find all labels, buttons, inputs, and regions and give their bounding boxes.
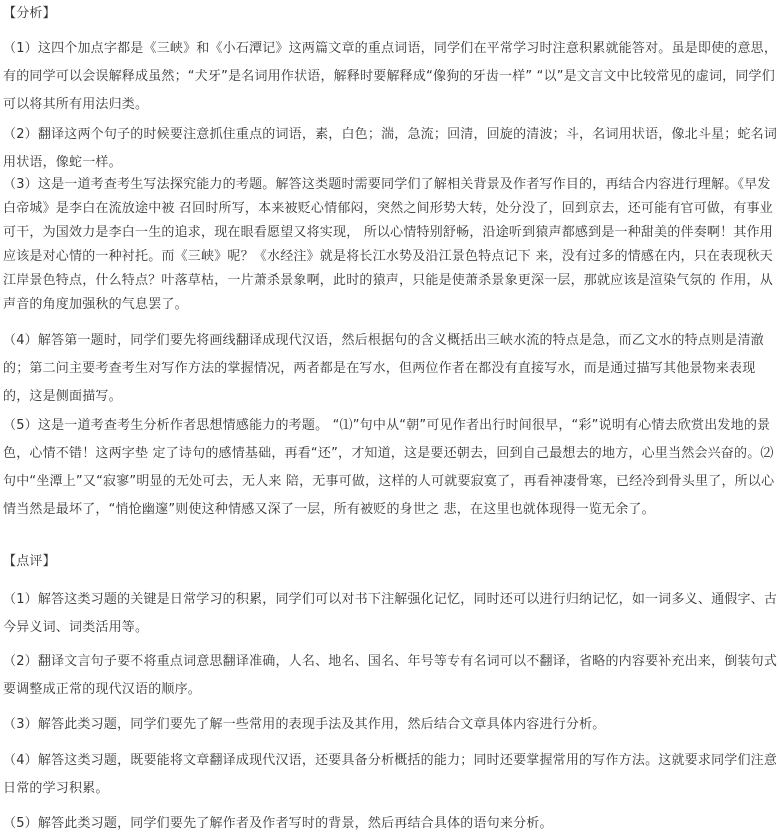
analysis-paragraph-1: （1）这四个加点字都是《三峡》和《小石潭记》这两篇文章的重点词语，同学们在平常学习时注意积累就能答对。虽是即使的意思，有的同学可以会误解释成虽然；“犬牙”是名词用作状语，解释时要解释成“像狗的牙齿一样” “以”是文言文中比较常见的虚词，同学们可以将其所有用法归类。: [3, 41, 778, 112]
comment-paragraph-3: （3）解答此类习题，同学们要先了解一些常用的表现手法及其作用，然后结合文章具体内容进行分析。: [3, 717, 606, 732]
analysis-heading: 【分析】: [3, 6, 56, 21]
comment-paragraph-4: （4）解答这类习题，既要能将文章翻译成现代汉语，还要具备分析概括的能力；同时还要掌握常用的写作方法。这就要求同学们注意日常的学习积累。: [3, 753, 778, 796]
comment-paragraph-1: （1）解答这类习题的关键是日常学习的积累，同学们可以对书下注解强化记忆，同时还可以进行归纳记忆，如一词多义、通假字、古今异义词、词类活用等。: [3, 592, 778, 635]
comment-heading: 【点评】: [3, 554, 56, 569]
analysis-paragraph-4: （4）解答第一题时，同学们要先将画线翻译成现代汉语，然后根据句的含义概括出三峡水流的特点是急，而乙文水的特点则是清澈的；第二问主要考查考生对写作方法的掌握情况，两者都是在写水，但两位作者在都没有直接写水，而是通过描写其他景物来表现的，这是侧面描写。: [3, 333, 764, 404]
analysis-paragraph-5: （5）这是一道考查考生分析作者思想情感能力的考题。 “⑴”句中从“朝”可见作者出行时间很早，“彩”说明有心情去欣赏出发地的景色，心情不错！这两字垫 定了诗句的感情基础，再看“还”，才知道，这是要还朝去，回到自己最想去的地方，心里当然会兴奋的。⑵句中“坐潭上”又“寂寥”明显的无处可去，无人来 陪，无事可做，这样的人可就要寂寞了，再看神凄骨寒，已经冷到骨头里了，所以心情当然是最坏了，“悄怆幽邃”则使这种情感又深了一层，所有被贬的身世之 悲，在这里也就体现得一览无余了。: [3, 418, 775, 517]
comment-paragraph-2: （2）翻译文言句子要不将重点词意思翻译准确，人名、地名、国名、年号等专有名词可以不翻译，省略的内容要补充出来，倒装句式要调整成正常的现代汉语的顺序。: [3, 654, 778, 697]
comment-paragraph-5: （5）解答此类习题，同学们要先了解作者及作者写时的背景，然后再结合具体的语句来分析。: [3, 816, 553, 831]
analysis-paragraph-3: （3）这是一道考查考生写法探究能力的考题。解答这类题时需要同学们了解相关背景及作者写作目的，再结合内容进行理解。《早发白帝城》是李白在流放途中被 召回时所写，本来被贬心情郁闷，突然之间形势大转，处分没了，回到京去，还可能有官可做，有事业可干，为国效力是李白一生的追求，现在眼看愿望又将实现， 所以心情特别舒畅，沿途听到猿声都感到是一种甜美的伴奏啊！其作用应该是对心情的一种衬托。而《三峡》呢？《水经注》就是将长江水势及沿江景色特点记下 来，没有过多的情感在内，只在表现秋天江岸景色特点，什么特点？叶落草枯，一片萧杀景象啊，此时的猿声，只能是使萧杀景象更深一层，那就应该是渲染气氛的 作用，从声音的角度加强秋的气息罢了。: [3, 177, 773, 312]
analysis-paragraph-2: （2）翻译这两个句子的时候要注意抓住重点的词语，素，白色；湍，急流；回清，回旋的清波；斗，名词用状语，像北斗星；蛇名词用状语，像蛇一样。: [3, 127, 778, 170]
